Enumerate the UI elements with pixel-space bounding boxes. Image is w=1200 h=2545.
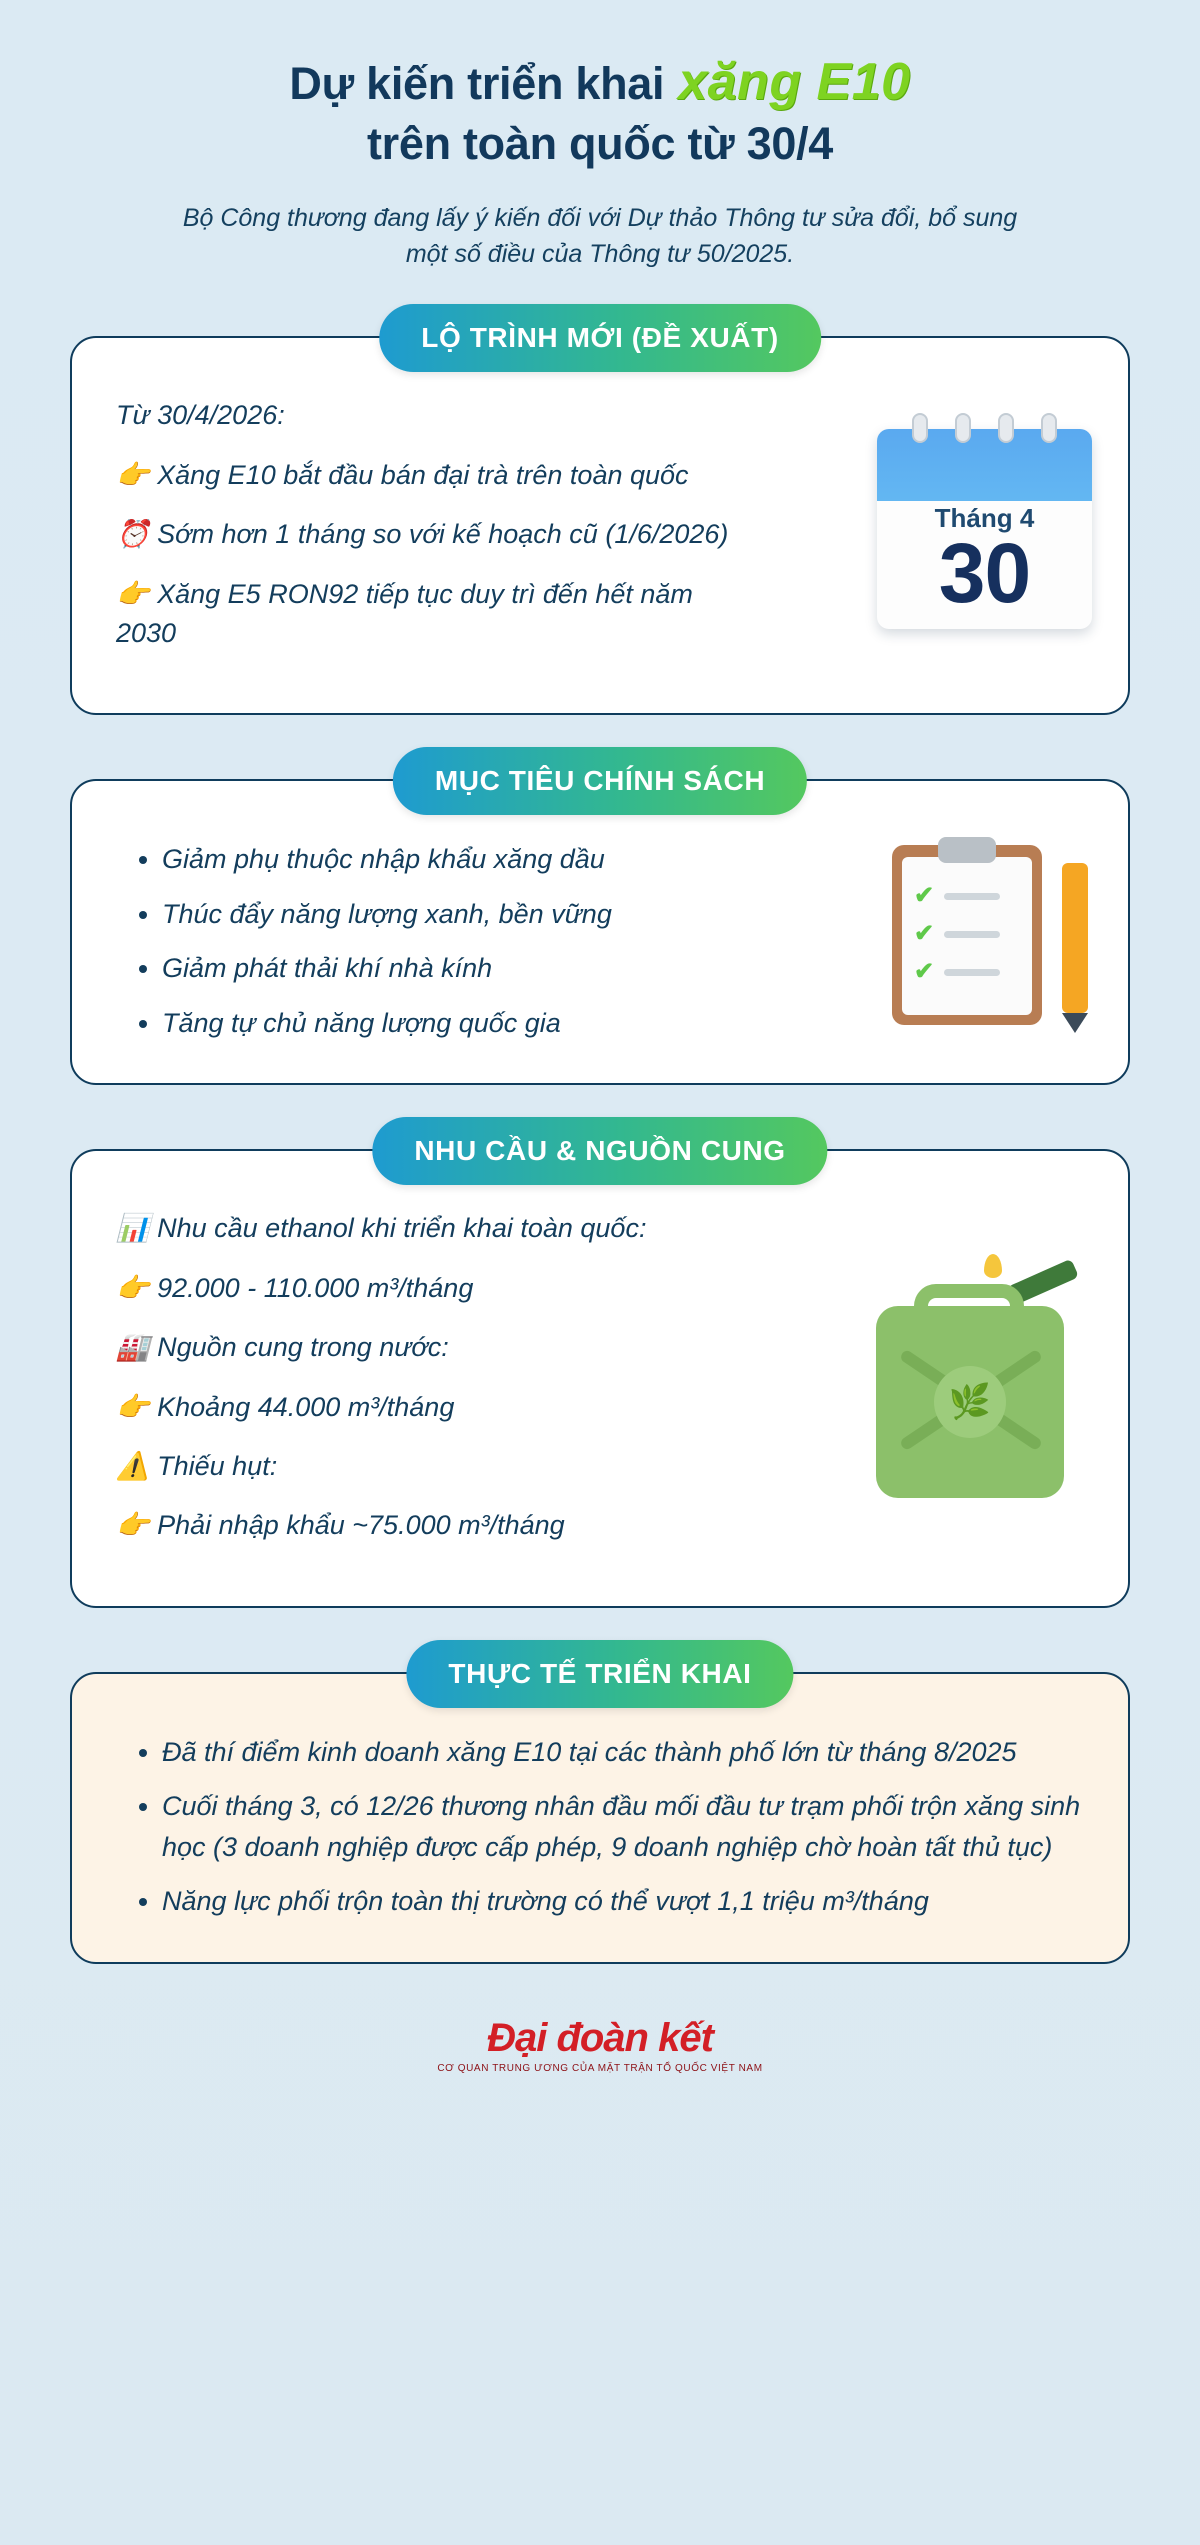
roadmap-line-2: 👉 Xăng E10 bắt đầu bán đại trà trên toàn quốc (116, 459, 689, 490)
clipboard-line (944, 893, 1000, 900)
clipboard-check-row (914, 882, 1000, 910)
section-body-implementation (72, 1674, 1128, 1962)
calendar-month-label: Tháng 4 (934, 502, 1035, 533)
demand-line-3: 🏭 Nguồn cung trong nước: (116, 1332, 449, 1363)
calendar-ring (955, 413, 971, 443)
list-item: • Năng lực phối trộn toàn thị trường có thể vượt 1,1 triệu m³/tháng (162, 1881, 1084, 1922)
clipboard-clip (938, 837, 996, 863)
pen-icon (1062, 863, 1088, 1013)
publisher-logo-subtitle: CƠ QUAN TRUNG ƯƠNG CỦA MẶT TRẬN TỔ QUỐC VIỆT NAM (437, 2062, 763, 2074)
implementation-list (116, 1732, 1084, 1922)
clipboard-check-row (914, 920, 1000, 948)
list-item: • Tăng tự chủ năng lượng quốc gia (162, 1003, 816, 1044)
clipboard-icon (892, 837, 1092, 1027)
check-icon: ✔ (914, 958, 935, 986)
check-icon: ✔ (914, 882, 935, 910)
section-card-policy-goals (70, 765, 1130, 1085)
section-body-demand-supply (72, 1151, 1128, 1605)
calendar-ring (912, 413, 928, 443)
section-card-implementation (70, 1657, 1130, 1964)
roadmap-line-1: Từ 30/4/2026: (116, 400, 285, 431)
section-pill-roadmap: LỘ TRÌNH MỚI (ĐỀ XUẤT) (379, 304, 821, 372)
demand-line-2: 👉 92.000 - 110.000 m³/tháng (116, 1272, 474, 1303)
clipboard-line (944, 931, 1000, 938)
clipboard-line (944, 969, 1000, 976)
page-subtitle: Bộ Công thương đang lấy ý kiến đối với Dự thảo Thông tư sửa đổi, bổ sung một số điều của Thông tư 50/2025. (182, 203, 1018, 269)
section-card-roadmap (70, 322, 1130, 715)
section-pill-policy-goals: MỤC TIÊU CHÍNH SÁCH (393, 747, 807, 815)
header (70, 52, 1130, 272)
section-body-roadmap (72, 338, 1128, 713)
calendar-icon (877, 421, 1092, 631)
demand-line-4: 👉 Khoảng 44.000 m³/tháng (116, 1391, 455, 1422)
section-body-policy-goals (72, 781, 1128, 1083)
roadmap-line-4: 👉 Xăng E5 RON92 tiếp tục duy trì đến hết năm 2030 (116, 578, 693, 648)
check-icon: ✔ (914, 920, 935, 948)
title-highlight: xăng E10 (678, 53, 911, 111)
list-item: • Cuối tháng 3, có 12/26 thương nhân đầu mối đầu tư trạm phối trộn xăng sinh học (3 doanh nghiệp được cấp phép, 9 doanh nghiệp chờ hoàn tất thủ tục) (162, 1786, 1084, 1867)
demand-line-1: 📊 Nhu cầu ethanol khi triển khai toàn quốc: (116, 1213, 647, 1244)
list-item: • Đã thí điểm kinh doanh xăng E10 tại các thành phố lớn từ tháng 8/2025 (162, 1732, 1084, 1773)
title-part1: Dự kiến triển khai (289, 58, 665, 109)
publisher-logo: Đại đoàn kết (487, 2015, 713, 2060)
page-title-line2: trên toàn quốc từ 30/4 (366, 118, 834, 170)
fuel-can-icon (862, 1254, 1092, 1504)
calendar-ring (998, 413, 1014, 443)
clipboard-check-row (914, 958, 1000, 986)
section-pill-demand-supply: NHU CẦU & NGUỒN CUNG (372, 1117, 827, 1185)
list-item: • Giảm phụ thuộc nhập khẩu xăng dầu (162, 839, 816, 880)
pen-tip-icon (1062, 1013, 1088, 1033)
list-item: • Thúc đẩy năng lượng xanh, bền vững (162, 894, 816, 935)
page-title (90, 52, 1110, 113)
footer (70, 2016, 1130, 2090)
list-item: • Giảm phát thải khí nhà kính (162, 948, 816, 989)
jerrycan-illustration (862, 1254, 1092, 1504)
calendar-ring (1041, 413, 1057, 443)
clipboard-illustration (892, 837, 1092, 1027)
demand-line-5: ⚠️ Thiếu hụt: (116, 1451, 278, 1482)
section-pill-implementation: THỰC TẾ TRIỂN KHAI (406, 1640, 793, 1708)
section-card-demand-supply (70, 1135, 1130, 1607)
calendar-illustration (877, 421, 1092, 631)
fuel-drop-icon (984, 1254, 1002, 1278)
roadmap-line-3: ⏰ Sớm hơn 1 tháng so với kế hoạch cũ (1/6/2026) (116, 519, 729, 550)
leaf-icon: 🌿 (934, 1366, 1006, 1438)
policy-goals-list (116, 839, 816, 1043)
demand-line-6: 👉 Phải nhập khẩu ~75.000 m³/tháng (116, 1510, 565, 1541)
calendar-day-label: 30 (938, 525, 1031, 620)
calendar-rings (877, 413, 1092, 443)
